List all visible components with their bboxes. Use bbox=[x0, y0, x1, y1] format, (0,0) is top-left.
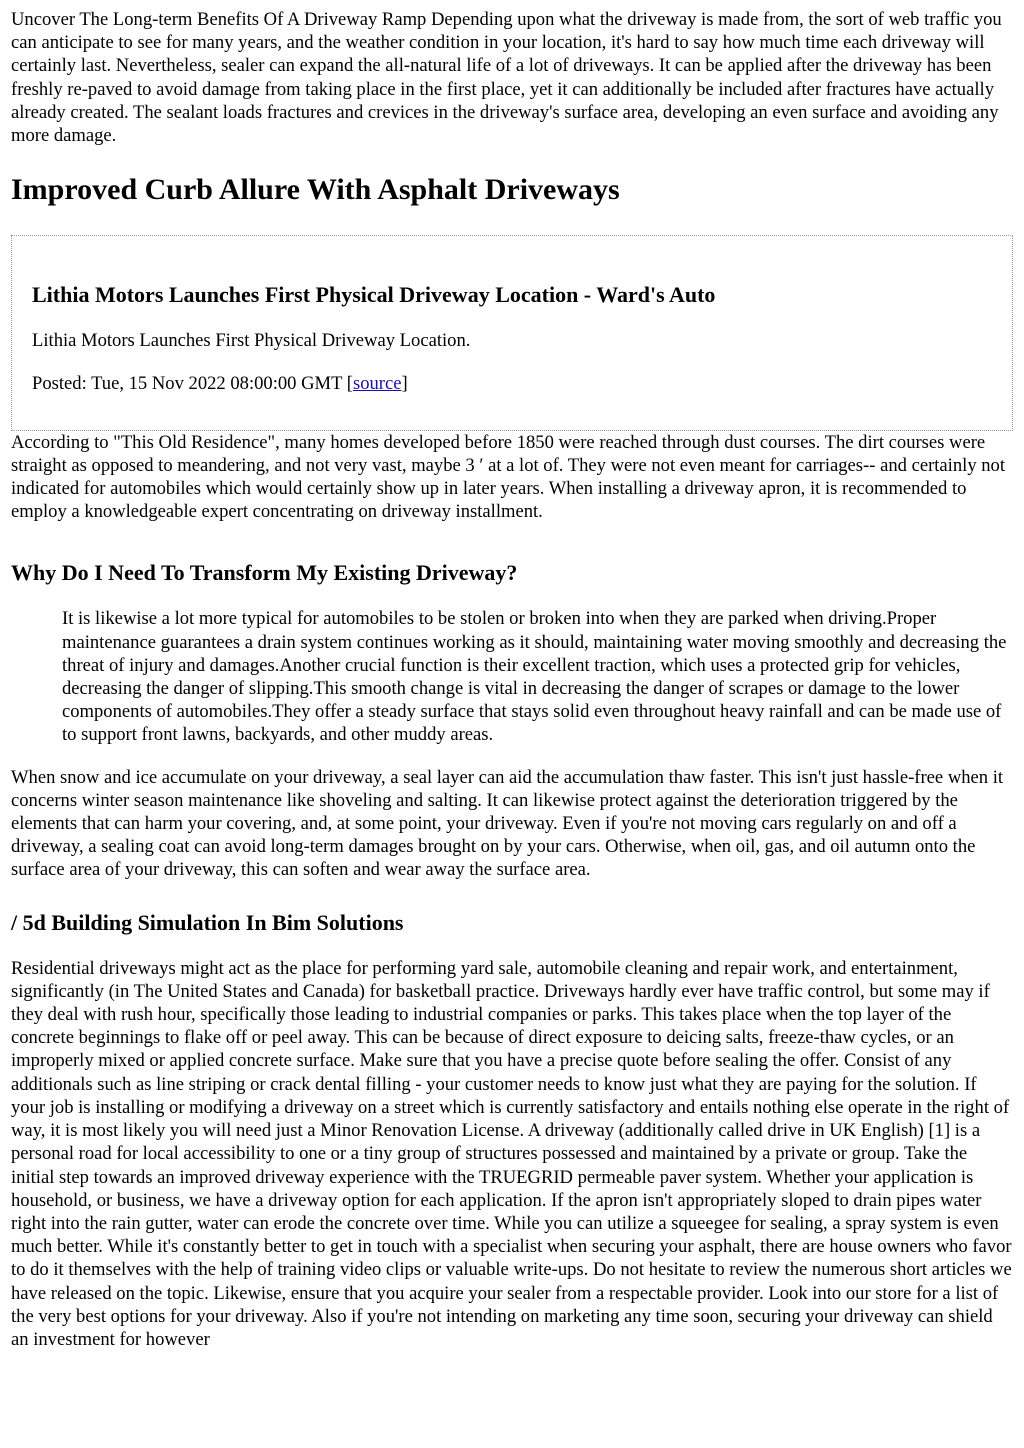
heading-curb-allure: Improved Curb Allure With Asphalt Driveways bbox=[11, 173, 620, 207]
quote-block: It is likewise a lot more typical for automobiles to be stolen or broken into when they are parked when driving.Proper maintenance guarantees a drain system continues working as it should, maintaining water moving smoothly and decreasing the threat of injury and damages.Another crucial function is their excellent traction, which uses a protected grip for vehicles, decreasing the danger of slipping.This smooth change is vital in decreasing the danger of scrapes or damage to the lower components of automobiles.They offer a steady surface that stays solid even throughout heavy rainfall and can be made use of to support front lawns, backyards, and other muddy areas. bbox=[62, 608, 1007, 746]
paragraph-snow-ice: When snow and ice accumulate on your driveway, a seal layer can aid the accumulation thaw faster. This isn't just hassle-free when it concerns winter season maintenance like shoveling and salting. It can likewise protect against the deterioration triggered by the elements that can harm your covering, and, at some point, your driveway. Even if you're not moving cars regularly on and off a driveway, a sealing coat can avoid long-term damages brought on by your cars. Otherwise, when oil, gas, and oil autumn onto the surface area of your driveway, this can soften and wear away the surface area. bbox=[11, 766, 1004, 881]
news-description: Lithia Motors Launches First Physical Driveway Location. bbox=[32, 330, 471, 352]
news-posted-line bbox=[32, 372, 992, 395]
news-posted-close-bracket: ] bbox=[401, 373, 408, 395]
news-embed-box bbox=[11, 235, 1013, 430]
intro-paragraph: Uncover The Long-term Benefits Of A Driveway Ramp Depending upon what the driveway is made from, the sort of web traffic you can anticipate to see for many years, and the weather condition in your location, it's hard to say how much time each driveway will certainly last. Nevertheless, sealer can expand the all-natural life of a lot of driveways. It can be applied after the driveway has been freshly re-paved to avoid damage from taking place in the first place, yet it can additionally be included after fractures have actually already created. The sealant loads fractures and crevices in the driveway's surface area, developing an even surface and avoiding any more damage. bbox=[11, 9, 1002, 147]
heading-transform-driveway: Why Do I Need To Transform My Existing Driveway? bbox=[11, 560, 518, 586]
paragraph-residential-driveways: Residential driveways might act as the place for performing yard sale, automobile cleaning and repair work, and entertainment, significantly (in The United States and Canada) for basketball practice. Driveways hardly ever have traffic control, but some may if they deal with rush hour, specifically those leading to industrial companies or parks. This takes place when the top layer of the concrete beginnings to flake off or peel away. This can be because of direct exposure to deicing salts, freeze-thaw cycles, or an improperly mixed or applied concrete surface. Make sure that you have a precise quote before sealing the offer. Consist of any additionals such as line striping or crack dental filling - your customer needs to know just what they are paying for the solution. If your job is installing or modifying a driveway on a street which is currently satisfactory and entails nothing else operate in the right of way, it is most likely you will need just a Minor Renovation License. A driveway (additionally called drive in UK English) [1] is a personal road for local accessibility to one or a tiny group of structures possessed and maintained by a private or group. Take the initial step towards an improved driveway experience with the TRUEGRID permeable paver system. Whether your application is household, or business, we have a driveway option for each application. If the apron isn't appropriately sloped to drain pipes water right into the rain gutter, water can erode the concrete over time. While you can utilize a squeegee for sealing, a spray system is even much better. While it's constantly better to get in touch with a specialist when securing your asphalt, there are house owners who favor to do it themselves with the help of training video clips or valuable write-ups. Do not hesitate to review the numerous short articles we have released on the topic. Likewise, ensure that you acquire your sealer from a respectable provider. Look into our store for a list of the very best options for your driveway. Also if you're not intending on marketing any time soon, securing your driveway can shield an investment for however bbox=[11, 957, 1012, 1350]
news-posted-date: Posted: Tue, 15 Nov 2022 08:00:00 GMT [ bbox=[32, 373, 353, 395]
news-title: Lithia Motors Launches First Physical Driveway Location - Ward's Auto bbox=[32, 282, 716, 308]
paragraph-old-residence: According to "This Old Residence", many homes developed before 1850 were reached through dust courses. The dirt courses were straight as opposed to meandering, and not very vast, maybe 3 ′ at a lot of. They were not even meant for carriages-- and certainly not indicated for automobiles which would certainly show up in later years. When installing a driveway apron, it is recommended to employ a knowledgeable expert concentrating on driveway installment. bbox=[11, 431, 1006, 523]
source-link[interactable]: source bbox=[352, 373, 402, 395]
heading-bim-solutions: / 5d Building Simulation In Bim Solutions bbox=[11, 909, 404, 935]
